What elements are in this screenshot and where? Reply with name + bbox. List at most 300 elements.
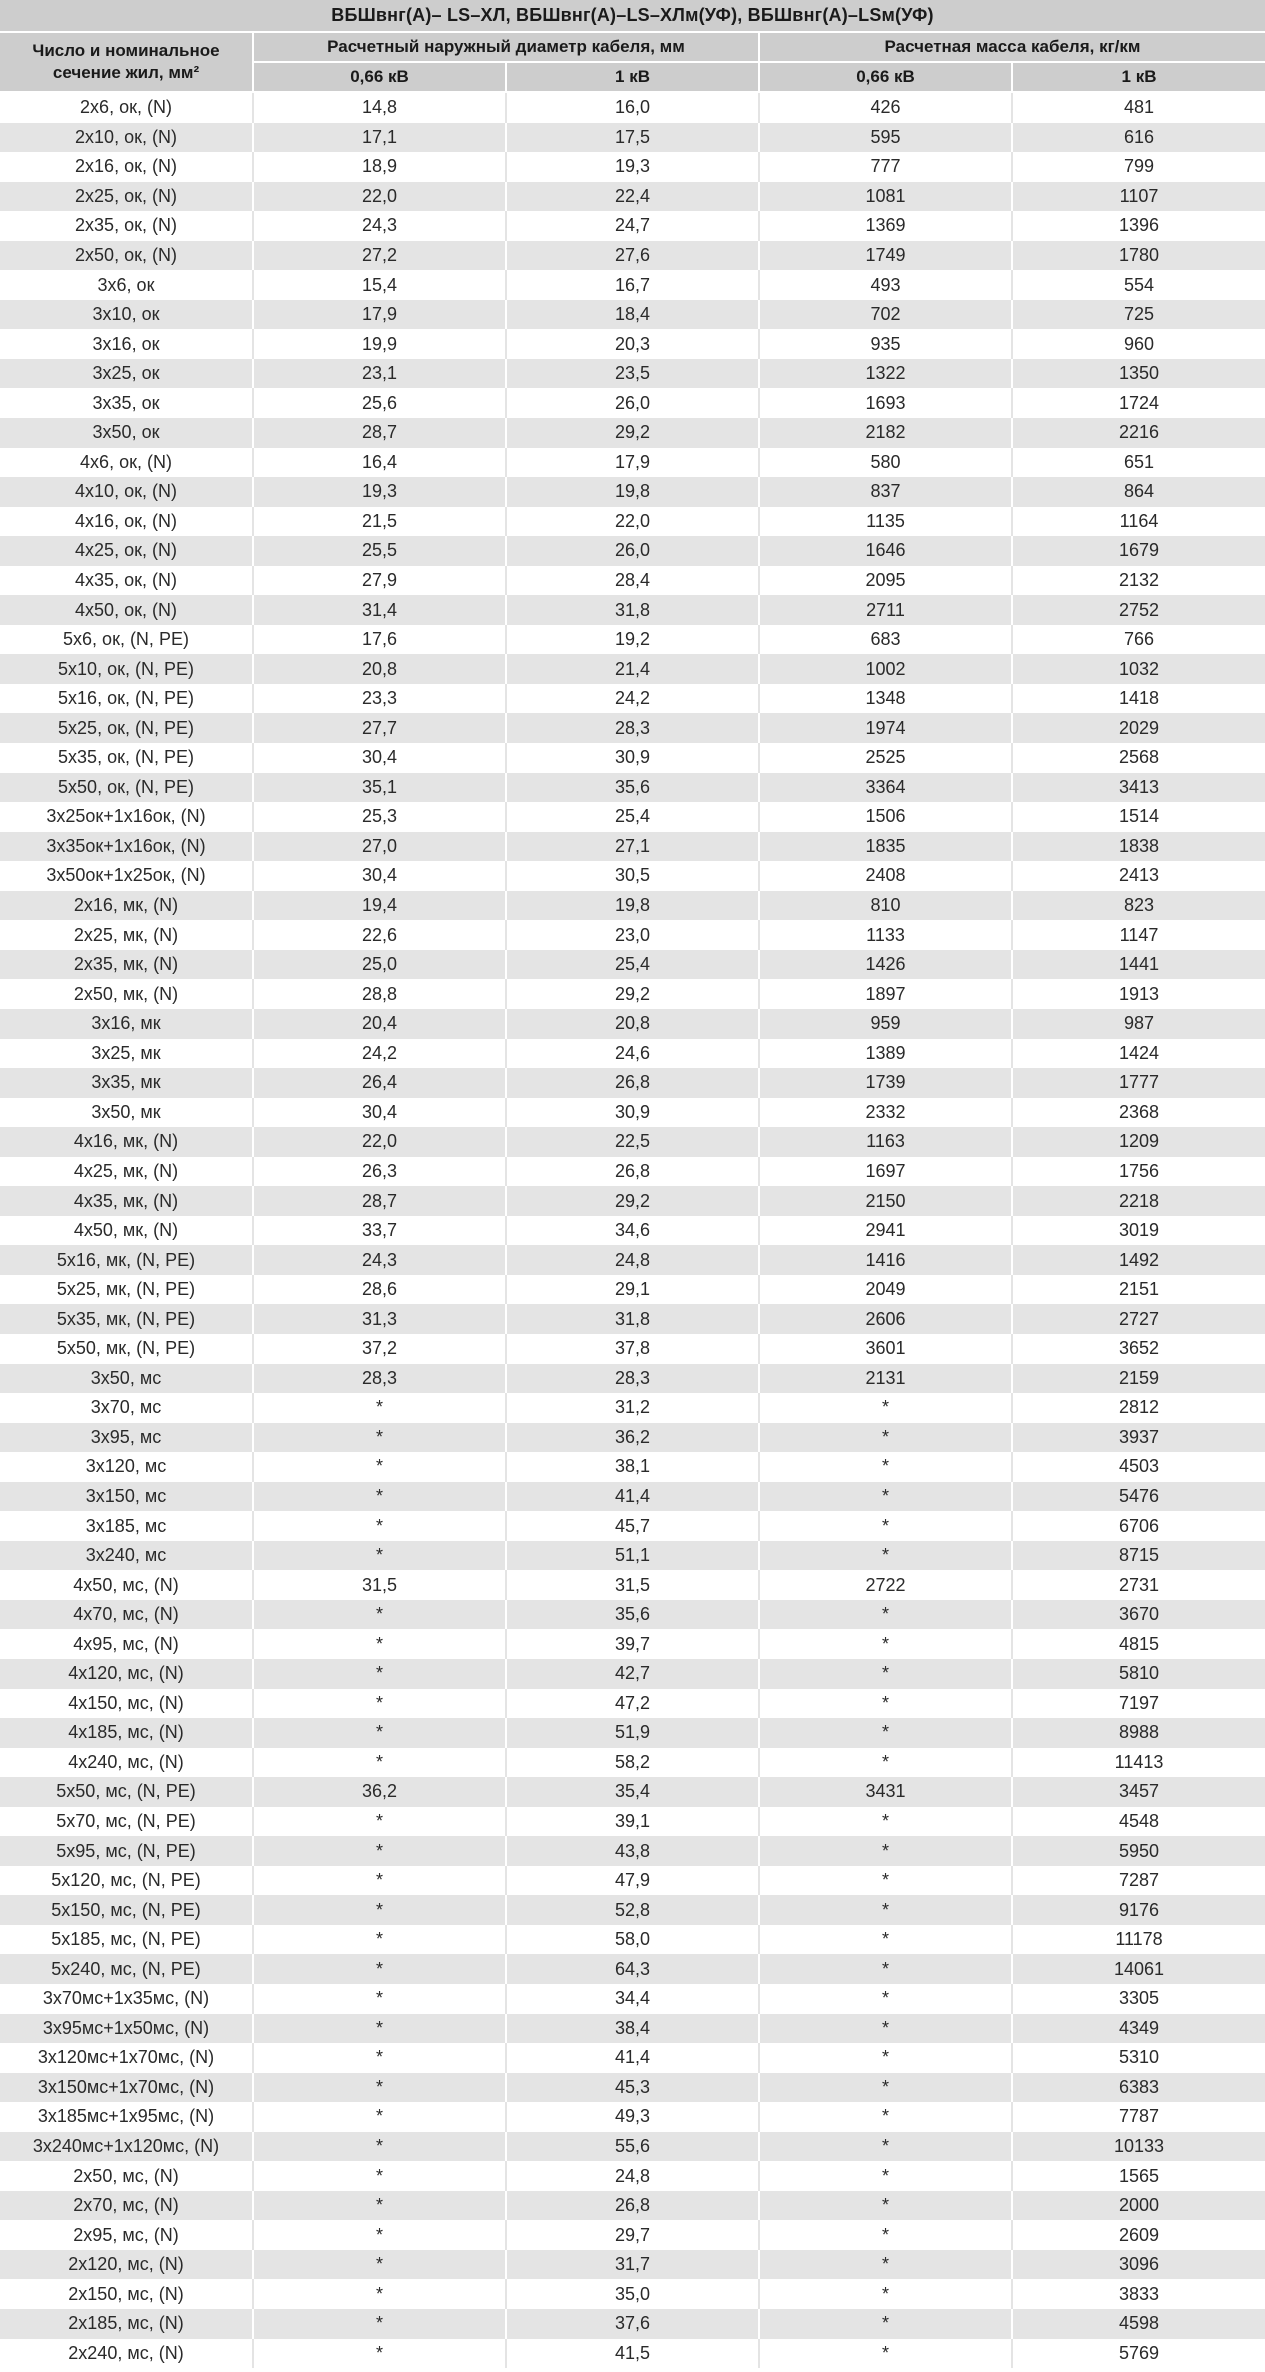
cell-diameter-066kv: 37,2 [253, 1334, 506, 1364]
cell-diameter-066kv: 31,3 [253, 1304, 506, 1334]
cell-diameter-066kv: 19,9 [253, 329, 506, 359]
table-row [0, 713, 1265, 743]
cell-diameter-1kv: 20,8 [506, 1009, 759, 1039]
cell-diameter-1kv: 25,4 [506, 802, 759, 832]
cell-diameter-1kv: 55,6 [506, 2132, 759, 2162]
cell-mass-066kv: 2182 [759, 418, 1012, 448]
table-row [0, 1039, 1265, 1069]
cell-diameter-066kv: * [253, 2132, 506, 2162]
cell-mass-066kv: 1749 [759, 241, 1012, 271]
cell-diameter-1kv: 34,4 [506, 1984, 759, 2014]
cell-section: 5х120, мс, (N, PE) [0, 1866, 253, 1896]
cell-diameter-066kv: 18,9 [253, 152, 506, 182]
table-row [0, 2339, 1265, 2369]
cell-mass-1kv: 3652 [1012, 1334, 1265, 1364]
cell-diameter-066kv: * [253, 1836, 506, 1866]
table-row [0, 920, 1265, 950]
cell-mass-066kv: 2150 [759, 1186, 1012, 1216]
cell-diameter-066kv: 28,8 [253, 979, 506, 1009]
cell-section: 2х120, мс, (N) [0, 2250, 253, 2280]
cell-mass-1kv: 1679 [1012, 536, 1265, 566]
table-row [0, 743, 1265, 773]
cell-mass-1kv: 1838 [1012, 832, 1265, 862]
cell-mass-1kv: 3833 [1012, 2279, 1265, 2309]
cell-section: 5х35, мк, (N, PE) [0, 1304, 253, 1334]
cell-mass-1kv: 960 [1012, 329, 1265, 359]
cell-diameter-1kv: 37,6 [506, 2309, 759, 2339]
table-row [0, 1807, 1265, 1837]
cell-mass-066kv: 1974 [759, 713, 1012, 743]
table-row [0, 684, 1265, 714]
cell-mass-1kv: 864 [1012, 477, 1265, 507]
table-row [0, 2043, 1265, 2073]
cell-diameter-1kv: 19,3 [506, 152, 759, 182]
table-row [0, 1423, 1265, 1453]
cell-mass-1kv: 1164 [1012, 507, 1265, 537]
table-row [0, 1689, 1265, 1719]
table-row [0, 1452, 1265, 1482]
cell-mass-1kv: 725 [1012, 300, 1265, 330]
table-row [0, 1748, 1265, 1778]
cell-mass-066kv: 1348 [759, 684, 1012, 714]
cell-mass-066kv: 1322 [759, 359, 1012, 389]
cell-mass-1kv: 2413 [1012, 861, 1265, 891]
table-row [0, 1068, 1265, 1098]
cell-diameter-066kv: * [253, 1423, 506, 1453]
table-row [0, 1600, 1265, 1630]
cell-mass-066kv: * [759, 1541, 1012, 1571]
cell-mass-1kv: 1350 [1012, 359, 1265, 389]
cell-mass-066kv: 2332 [759, 1098, 1012, 1128]
table-row [0, 2132, 1265, 2162]
cell-mass-1kv: 8988 [1012, 1718, 1265, 1748]
cell-mass-066kv: * [759, 2014, 1012, 2044]
cell-mass-1kv: 9176 [1012, 1895, 1265, 1925]
cell-diameter-1kv: 47,2 [506, 1689, 759, 1719]
cell-mass-066kv: * [759, 2279, 1012, 2309]
table-row [0, 152, 1265, 182]
cell-diameter-1kv: 38,4 [506, 2014, 759, 2044]
diameter-group-header: Расчетный наружный диаметр кабеля, мм [253, 32, 759, 62]
cell-diameter-066kv: * [253, 1748, 506, 1778]
cell-diameter-1kv: 51,1 [506, 1541, 759, 1571]
cell-diameter-066kv: 27,9 [253, 566, 506, 596]
cell-mass-1kv: 1724 [1012, 388, 1265, 418]
cell-mass-066kv: * [759, 1807, 1012, 1837]
cell-diameter-066kv: 23,3 [253, 684, 506, 714]
cell-diameter-1kv: 29,7 [506, 2220, 759, 2250]
cell-section: 4х50, мс, (N) [0, 1570, 253, 1600]
cell-section: 3х16, мк [0, 1009, 253, 1039]
cell-section: 4х240, мс, (N) [0, 1748, 253, 1778]
cell-mass-066kv: * [759, 1511, 1012, 1541]
table-row [0, 2250, 1265, 2280]
cell-diameter-1kv: 26,8 [506, 1068, 759, 1098]
cell-section: 3х150мс+1х70мс, (N) [0, 2073, 253, 2103]
table-row [0, 1216, 1265, 1246]
cell-diameter-1kv: 31,5 [506, 1570, 759, 1600]
cell-diameter-066kv: 21,5 [253, 507, 506, 537]
cell-section: 5х16, мк, (N, PE) [0, 1245, 253, 1275]
table-row [0, 595, 1265, 625]
cell-section: 3х16, ок [0, 329, 253, 359]
cell-diameter-066kv: * [253, 1482, 506, 1512]
cell-diameter-1kv: 42,7 [506, 1659, 759, 1689]
cell-mass-1kv: 5769 [1012, 2339, 1265, 2369]
cell-mass-1kv: 651 [1012, 448, 1265, 478]
cell-mass-066kv: 1389 [759, 1039, 1012, 1069]
cell-mass-066kv: * [759, 2043, 1012, 2073]
table-row [0, 1836, 1265, 1866]
table-row [0, 566, 1265, 596]
cell-section: 4х35, ок, (N) [0, 566, 253, 596]
cell-mass-066kv: * [759, 1482, 1012, 1512]
cell-diameter-1kv: 35,6 [506, 1600, 759, 1630]
cell-mass-1kv: 3937 [1012, 1423, 1265, 1453]
cell-diameter-066kv: * [253, 1629, 506, 1659]
table-row [0, 1245, 1265, 1275]
cell-diameter-066kv: 27,2 [253, 241, 506, 271]
table-row [0, 211, 1265, 241]
cell-diameter-1kv: 51,9 [506, 1718, 759, 1748]
table-title: ВБШвнг(А)– LS–ХЛ, ВБШвнг(А)–LS–ХЛм(УФ), ВБШвнг(А)–LSм(УФ) [0, 0, 1265, 32]
cell-section: 4х95, мс, (N) [0, 1629, 253, 1659]
cell-diameter-066kv: * [253, 2220, 506, 2250]
title-row [0, 0, 1265, 32]
table-row [0, 1984, 1265, 2014]
table-row [0, 654, 1265, 684]
cell-section: 3х70, мс [0, 1393, 253, 1423]
cell-mass-066kv: * [759, 1925, 1012, 1955]
cell-section: 3х50, мк [0, 1098, 253, 1128]
cell-diameter-066kv: * [253, 1866, 506, 1896]
cell-diameter-1kv: 47,9 [506, 1866, 759, 1896]
cell-mass-066kv: * [759, 1659, 1012, 1689]
cell-section: 3х185, мс [0, 1511, 253, 1541]
cell-section: 5х50, мс, (N, PE) [0, 1777, 253, 1807]
cell-mass-1kv: 2000 [1012, 2191, 1265, 2221]
table-row [0, 773, 1265, 803]
cell-mass-066kv: * [759, 2191, 1012, 2221]
cell-diameter-066kv: 33,7 [253, 1216, 506, 1246]
table-row [0, 1009, 1265, 1039]
cell-diameter-1kv: 21,4 [506, 654, 759, 684]
cell-diameter-1kv: 16,0 [506, 92, 759, 123]
cell-mass-1kv: 3305 [1012, 1984, 1265, 2014]
cell-mass-066kv: 2941 [759, 1216, 1012, 1246]
cell-section: 2х240, мс, (N) [0, 2339, 253, 2369]
cell-section: 3х95мс+1х50мс, (N) [0, 2014, 253, 2044]
cell-mass-066kv: * [759, 1600, 1012, 1630]
cell-diameter-1kv: 36,2 [506, 1423, 759, 1453]
cell-mass-066kv: * [759, 1836, 1012, 1866]
cell-section: 3х95, мс [0, 1423, 253, 1453]
cell-mass-066kv: 595 [759, 123, 1012, 153]
cell-section: 5х25, ок, (N, PE) [0, 713, 253, 743]
cell-diameter-1kv: 34,6 [506, 1216, 759, 1246]
cell-diameter-066kv: * [253, 2102, 506, 2132]
cell-diameter-066kv: 28,3 [253, 1364, 506, 1394]
cell-mass-1kv: 2568 [1012, 743, 1265, 773]
cell-mass-1kv: 5310 [1012, 2043, 1265, 2073]
cell-section: 3х35, мк [0, 1068, 253, 1098]
cell-section: 5х240, мс, (N, PE) [0, 1954, 253, 1984]
cell-diameter-1kv: 30,5 [506, 861, 759, 891]
cell-diameter-066kv: 17,9 [253, 300, 506, 330]
cell-diameter-066kv: 17,1 [253, 123, 506, 153]
cell-diameter-1kv: 38,1 [506, 1452, 759, 1482]
cell-diameter-1kv: 22,0 [506, 507, 759, 537]
cell-mass-066kv: 2606 [759, 1304, 1012, 1334]
cell-mass-1kv: 3019 [1012, 1216, 1265, 1246]
cell-diameter-066kv: 28,6 [253, 1275, 506, 1305]
cell-section: 3х25, ок [0, 359, 253, 389]
cell-diameter-066kv: 22,0 [253, 182, 506, 212]
table-row [0, 359, 1265, 389]
cell-mass-066kv: 2722 [759, 1570, 1012, 1600]
cell-diameter-1kv: 17,9 [506, 448, 759, 478]
cell-diameter-066kv: 17,6 [253, 625, 506, 655]
table-row [0, 1393, 1265, 1423]
cell-section: 3х10, ок [0, 300, 253, 330]
cell-diameter-066kv: * [253, 1895, 506, 1925]
cell-mass-1kv: 8715 [1012, 1541, 1265, 1571]
cell-mass-066kv: 1739 [759, 1068, 1012, 1098]
table-row [0, 1127, 1265, 1157]
cell-section: 4х70, мс, (N) [0, 1600, 253, 1630]
cell-section: 3х50ок+1х25ок, (N) [0, 861, 253, 891]
cell-mass-066kv: 3431 [759, 1777, 1012, 1807]
cell-section: 4х6, ок, (N) [0, 448, 253, 478]
cell-diameter-1kv: 27,1 [506, 832, 759, 862]
cell-diameter-1kv: 45,7 [506, 1511, 759, 1541]
cell-diameter-1kv: 25,4 [506, 950, 759, 980]
cell-diameter-066kv: * [253, 2279, 506, 2309]
cell-section: 2х6, ок, (N) [0, 92, 253, 123]
cell-diameter-1kv: 23,5 [506, 359, 759, 389]
cell-diameter-066kv: * [253, 1600, 506, 1630]
cell-diameter-1kv: 24,8 [506, 1245, 759, 1275]
cell-mass-1kv: 1492 [1012, 1245, 1265, 1275]
cell-diameter-1kv: 31,2 [506, 1393, 759, 1423]
table-row [0, 2279, 1265, 2309]
cell-section: 3х240мс+1х120мс, (N) [0, 2132, 253, 2162]
mass-group-header: Расчетная масса кабеля, кг/км [759, 32, 1265, 62]
cell-mass-1kv: 766 [1012, 625, 1265, 655]
cell-diameter-1kv: 49,3 [506, 2102, 759, 2132]
cell-diameter-1kv: 19,8 [506, 477, 759, 507]
cell-mass-066kv: * [759, 2250, 1012, 2280]
cell-mass-1kv: 11178 [1012, 1925, 1265, 1955]
cell-diameter-066kv: * [253, 2339, 506, 2369]
cell-mass-1kv: 2368 [1012, 1098, 1265, 1128]
cell-section: 4х185, мс, (N) [0, 1718, 253, 1748]
cell-mass-1kv: 1565 [1012, 2161, 1265, 2191]
cell-mass-066kv: * [759, 1718, 1012, 1748]
group-header-row [0, 32, 1265, 62]
cell-diameter-1kv: 29,1 [506, 1275, 759, 1305]
cell-mass-1kv: 5950 [1012, 1836, 1265, 1866]
cell-diameter-1kv: 45,3 [506, 2073, 759, 2103]
table-row [0, 388, 1265, 418]
cell-diameter-1kv: 23,0 [506, 920, 759, 950]
cell-diameter-1kv: 24,2 [506, 684, 759, 714]
cell-mass-066kv: 959 [759, 1009, 1012, 1039]
cell-mass-066kv: 493 [759, 270, 1012, 300]
cell-section: 3х120, мс [0, 1452, 253, 1482]
diameter-1kv-header: 1 кВ [506, 62, 759, 92]
cell-diameter-066kv: 27,7 [253, 713, 506, 743]
cell-diameter-1kv: 41,5 [506, 2339, 759, 2369]
table-row [0, 241, 1265, 271]
cell-diameter-1kv: 58,0 [506, 1925, 759, 1955]
cell-diameter-066kv: 26,3 [253, 1157, 506, 1187]
table-row [0, 1511, 1265, 1541]
table-row [0, 625, 1265, 655]
cell-mass-1kv: 4598 [1012, 2309, 1265, 2339]
cell-diameter-1kv: 28,4 [506, 566, 759, 596]
cell-mass-1kv: 481 [1012, 92, 1265, 123]
cell-mass-1kv: 5810 [1012, 1659, 1265, 1689]
cell-section: 2х35, мк, (N) [0, 950, 253, 980]
cell-mass-1kv: 799 [1012, 152, 1265, 182]
cell-section: 5х50, мк, (N, PE) [0, 1334, 253, 1364]
cell-diameter-1kv: 31,7 [506, 2250, 759, 2280]
table-row [0, 832, 1265, 862]
table-row [0, 802, 1265, 832]
cell-mass-1kv: 1756 [1012, 1157, 1265, 1187]
table-row [0, 2102, 1265, 2132]
cell-section: 5х25, мк, (N, PE) [0, 1275, 253, 1305]
cell-diameter-1kv: 29,2 [506, 418, 759, 448]
cell-section: 2х16, ок, (N) [0, 152, 253, 182]
cell-section: 5х50, ок, (N, PE) [0, 773, 253, 803]
cell-mass-066kv: * [759, 2339, 1012, 2369]
table-row [0, 1157, 1265, 1187]
cell-mass-1kv: 2752 [1012, 595, 1265, 625]
cell-diameter-066kv: 26,4 [253, 1068, 506, 1098]
cell-section: 2х25, мк, (N) [0, 920, 253, 950]
cell-mass-066kv: 3601 [759, 1334, 1012, 1364]
table-row [0, 1866, 1265, 1896]
cell-section: 4х50, мк, (N) [0, 1216, 253, 1246]
cell-diameter-1kv: 35,4 [506, 1777, 759, 1807]
cell-mass-1kv: 4548 [1012, 1807, 1265, 1837]
cell-mass-1kv: 2029 [1012, 713, 1265, 743]
table-row [0, 891, 1265, 921]
cell-diameter-066kv: 24,3 [253, 211, 506, 241]
cell-diameter-066kv: 25,3 [253, 802, 506, 832]
cell-diameter-1kv: 27,6 [506, 241, 759, 271]
table-row [0, 2014, 1265, 2044]
cell-section: 3х240, мс [0, 1541, 253, 1571]
table-header [0, 0, 1265, 92]
cell-diameter-066kv: 27,0 [253, 832, 506, 862]
cell-section: 3х25, мк [0, 1039, 253, 1069]
cell-mass-1kv: 4503 [1012, 1452, 1265, 1482]
cell-mass-066kv: 426 [759, 92, 1012, 123]
cell-diameter-066kv: * [253, 1659, 506, 1689]
cell-mass-066kv: 1135 [759, 507, 1012, 537]
table-body [0, 92, 1265, 2368]
cell-diameter-066kv: 22,0 [253, 1127, 506, 1157]
cell-diameter-066kv: * [253, 2309, 506, 2339]
cell-section: 3х35, ок [0, 388, 253, 418]
cell-diameter-066kv: * [253, 2161, 506, 2191]
table-row [0, 1482, 1265, 1512]
cell-mass-1kv: 1777 [1012, 1068, 1265, 1098]
cell-diameter-066kv: * [253, 2250, 506, 2280]
cell-mass-1kv: 1514 [1012, 802, 1265, 832]
cell-section: 2х25, ок, (N) [0, 182, 253, 212]
cell-mass-1kv: 4815 [1012, 1629, 1265, 1659]
table-row [0, 92, 1265, 123]
cell-mass-066kv: 2049 [759, 1275, 1012, 1305]
cell-diameter-066kv: 25,0 [253, 950, 506, 980]
cell-diameter-1kv: 41,4 [506, 2043, 759, 2073]
cell-diameter-1kv: 39,1 [506, 1807, 759, 1837]
cell-mass-1kv: 1424 [1012, 1039, 1265, 1069]
cell-mass-1kv: 1107 [1012, 182, 1265, 212]
cell-section: 3х120мс+1х70мс, (N) [0, 2043, 253, 2073]
table-row [0, 1334, 1265, 1364]
cell-mass-1kv: 1032 [1012, 654, 1265, 684]
cell-mass-1kv: 7287 [1012, 1866, 1265, 1896]
cell-diameter-066kv: 24,3 [253, 1245, 506, 1275]
cell-diameter-066kv: * [253, 1393, 506, 1423]
table-row [0, 2309, 1265, 2339]
cell-section: 3х70мс+1х35мс, (N) [0, 1984, 253, 2014]
cell-diameter-066kv: 31,5 [253, 1570, 506, 1600]
cell-diameter-066kv: * [253, 1511, 506, 1541]
cell-diameter-1kv: 39,7 [506, 1629, 759, 1659]
table-row [0, 123, 1265, 153]
cell-diameter-066kv: * [253, 1925, 506, 1955]
cell-mass-1kv: 1396 [1012, 211, 1265, 241]
cell-diameter-1kv: 26,0 [506, 536, 759, 566]
cell-mass-066kv: * [759, 1895, 1012, 1925]
cell-diameter-066kv: 31,4 [253, 595, 506, 625]
cell-diameter-066kv: 20,8 [253, 654, 506, 684]
cell-mass-066kv: 702 [759, 300, 1012, 330]
cell-section: 3х50, ок [0, 418, 253, 448]
table-row [0, 329, 1265, 359]
cell-mass-1kv: 14061 [1012, 1954, 1265, 1984]
cell-mass-1kv: 2159 [1012, 1364, 1265, 1394]
cell-mass-066kv: * [759, 2073, 1012, 2103]
cell-diameter-1kv: 29,2 [506, 1186, 759, 1216]
table-row [0, 1777, 1265, 1807]
cell-mass-066kv: 1835 [759, 832, 1012, 862]
cell-mass-066kv: 777 [759, 152, 1012, 182]
cell-diameter-066kv: * [253, 1689, 506, 1719]
cell-diameter-1kv: 20,3 [506, 329, 759, 359]
table-row [0, 979, 1265, 1009]
cell-diameter-066kv: 30,4 [253, 1098, 506, 1128]
cell-diameter-066kv: * [253, 1984, 506, 2014]
cell-mass-1kv: 1441 [1012, 950, 1265, 980]
cell-mass-066kv: 1002 [759, 654, 1012, 684]
cell-mass-066kv: * [759, 1689, 1012, 1719]
table-row [0, 2191, 1265, 2221]
cell-mass-066kv: * [759, 1423, 1012, 1453]
cell-diameter-1kv: 18,4 [506, 300, 759, 330]
table-row [0, 950, 1265, 980]
cell-diameter-066kv: * [253, 1452, 506, 1482]
cell-mass-1kv: 1418 [1012, 684, 1265, 714]
table-row [0, 1275, 1265, 1305]
cell-mass-1kv: 1913 [1012, 979, 1265, 1009]
